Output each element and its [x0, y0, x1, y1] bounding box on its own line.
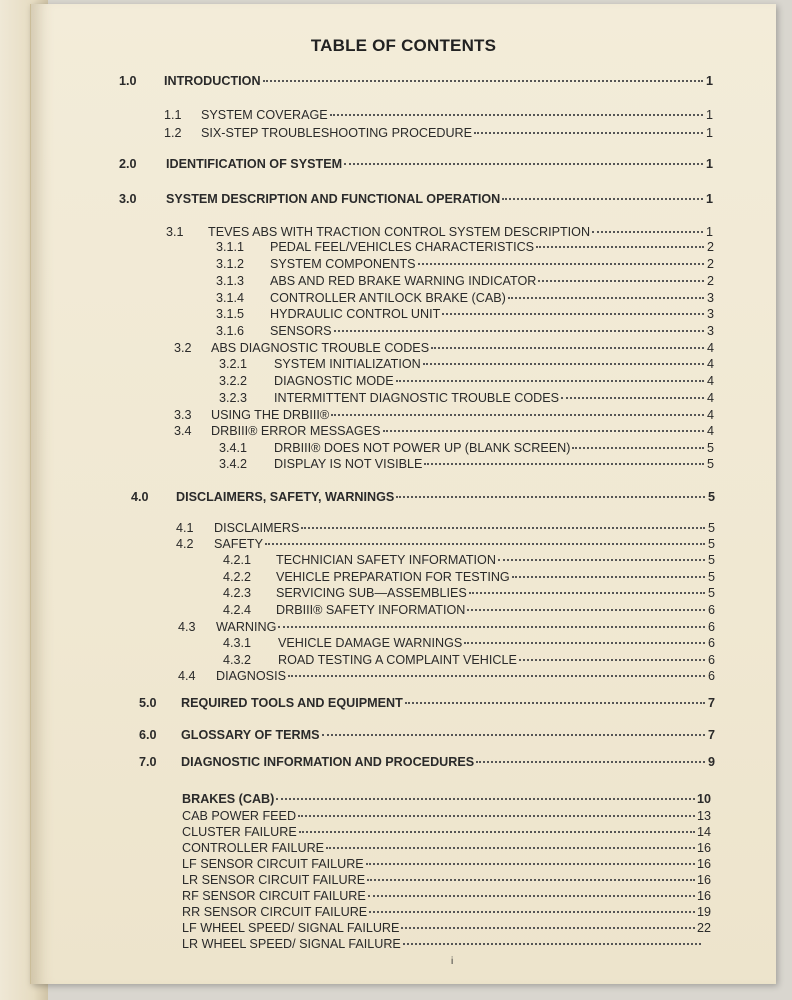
toc-entry-title: LF WHEEL SPEED/ SIGNAL FAILURE: [182, 921, 400, 935]
toc-entry-page: 5: [707, 537, 715, 551]
toc-entry-number: 4.3.2: [223, 653, 252, 667]
toc-entry-number: 3.2.1: [219, 357, 248, 371]
toc-leader-dots: [298, 814, 695, 817]
toc-entry-number: 4.4: [178, 669, 196, 683]
toc-entry: [182, 905, 711, 919]
toc-entry: [223, 603, 715, 617]
toc-entry: [219, 391, 714, 405]
toc-leader-dots: [476, 760, 705, 763]
toc-entry: [216, 324, 714, 338]
toc-entry-page: 7: [707, 696, 715, 710]
toc-entry-page: 5: [707, 553, 715, 567]
toc-entry-number: 4.2.2: [223, 570, 252, 584]
toc-entry-page: 1: [705, 126, 713, 140]
toc-entry: [119, 192, 713, 206]
toc-leader-dots: [467, 608, 705, 611]
toc-leader-dots: [561, 396, 704, 399]
toc-leader-dots: [334, 329, 704, 332]
toc-leader-dots: [423, 362, 704, 365]
toc-leader-dots: [330, 113, 703, 116]
toc-entry-page: 3: [706, 291, 714, 305]
toc-entry-title: REQUIRED TOOLS AND EQUIPMENT: [181, 696, 403, 710]
toc-entry-number: 3.1.2: [216, 257, 245, 271]
toc-entry-title: CAB POWER FEED: [182, 809, 297, 823]
toc-entry-title: RR SENSOR CIRCUIT FAILURE: [182, 905, 368, 919]
toc-entry-number: 3.1.6: [216, 324, 245, 338]
toc-leader-dots: [322, 733, 705, 736]
toc-entry-title: LR SENSOR CIRCUIT FAILURE: [182, 873, 366, 887]
toc-entry-number: 3.1.5: [216, 307, 245, 321]
toc-leader-dots: [536, 245, 704, 248]
toc-leader-dots: [592, 230, 703, 233]
toc-entry-title: DIAGNOSTIC INFORMATION AND PROCEDURES: [181, 755, 475, 769]
toc-entry-page: 4: [706, 408, 714, 422]
toc-entry-title: DRBIII® SAFETY INFORMATION: [276, 603, 466, 617]
toc-leader-dots: [368, 894, 695, 897]
toc-entry: [139, 755, 715, 769]
toc-leader-dots: [572, 446, 704, 449]
toc-entry: [219, 441, 714, 455]
toc-entry-number: 4.2.4: [223, 603, 252, 617]
toc-entry-number: 3.2: [174, 341, 192, 355]
toc-entry-number: 1.2: [164, 126, 182, 140]
toc-entry-number: 3.3: [174, 408, 192, 422]
toc-entry-page: 1: [705, 157, 713, 171]
footer-page-number: i: [451, 956, 454, 967]
toc-entry-page: 4: [706, 341, 714, 355]
toc-entry-title: SYSTEM COMPONENTS: [270, 257, 416, 271]
toc-entry-page: 4: [706, 357, 714, 371]
toc-entry-number: 3.1.4: [216, 291, 245, 305]
toc-entry-title: DISCLAIMERS: [214, 521, 300, 535]
toc-entry-page: 1: [705, 225, 713, 239]
toc-entry: [131, 490, 715, 504]
toc-entry: [164, 126, 713, 140]
toc-leader-dots: [502, 197, 703, 200]
toc-entry-number: 3.2.2: [219, 374, 248, 388]
toc-leader-dots: [424, 462, 704, 465]
toc-entry-page: 2: [706, 274, 714, 288]
toc-entry-title: CONTROLLER FAILURE: [182, 841, 325, 855]
toc-entry-page: 6: [707, 653, 715, 667]
toc-entry: [182, 841, 711, 855]
toc-entry-title: WARNING: [216, 620, 277, 634]
toc-entry: [223, 553, 715, 567]
toc-entry-title: INTRODUCTION: [164, 74, 261, 88]
toc-entry-title: ROAD TESTING A COMPLAINT VEHICLE: [278, 653, 517, 667]
toc-entry-page: 5: [706, 441, 714, 455]
toc-entry-number: 1.0: [119, 74, 137, 88]
toc-entry-page: 5: [707, 521, 715, 535]
toc-entry-title: INTERMITTENT DIAGNOSTIC TROUBLE CODES: [274, 391, 560, 405]
toc-entry-page: 2: [706, 257, 714, 271]
toc-leader-dots: [263, 79, 703, 82]
toc-entry-number: 4.3.1: [223, 636, 252, 650]
toc-entry-number: 3.1.1: [216, 240, 245, 254]
toc-entry: [216, 307, 714, 321]
toc-entry-title: ABS DIAGNOSTIC TROUBLE CODES: [211, 341, 430, 355]
toc-entry-page: 6: [707, 669, 715, 683]
toc-entry-page: 6: [707, 620, 715, 634]
toc-entry-number: 4.0: [131, 490, 149, 504]
toc-entry-title: ABS AND RED BRAKE WARNING INDICATOR: [270, 274, 537, 288]
toc-leader-dots: [396, 379, 704, 382]
toc-entry-page: 5: [707, 490, 715, 504]
toc-entry-title: DRBIII® DOES NOT POWER UP (BLANK SCREEN): [274, 441, 571, 455]
toc-entry-title: DISPLAY IS NOT VISIBLE: [274, 457, 423, 471]
toc-entry-title: SIX-STEP TROUBLESHOOTING PROCEDURE: [201, 126, 473, 140]
toc-leader-dots: [403, 942, 701, 945]
toc-entry: [176, 521, 715, 535]
toc-entry-number: 5.0: [139, 696, 157, 710]
toc-leader-dots: [401, 926, 695, 929]
toc-entry-title: CONTROLLER ANTILOCK BRAKE (CAB): [270, 291, 506, 305]
toc-entry-page: 16: [696, 841, 711, 855]
toc-entry-title: DIAGNOSTIC MODE: [274, 374, 394, 388]
toc-entry-title: SYSTEM DESCRIPTION AND FUNCTIONAL OPERATION: [166, 192, 501, 206]
toc-leader-dots: [331, 413, 704, 416]
toc-leader-dots: [519, 658, 705, 661]
toc-entry: [219, 457, 714, 471]
toc-leader-dots: [369, 910, 695, 913]
toc-leader-dots: [464, 641, 705, 644]
toc-entry: [174, 424, 714, 438]
toc-leader-dots: [344, 162, 703, 165]
toc-entry-number: 3.4.1: [219, 441, 248, 455]
toc-entry-page: 13: [696, 809, 711, 823]
toc-entry: [216, 257, 714, 271]
toc-entry-title: SYSTEM COVERAGE: [201, 108, 328, 122]
toc-entry-page: 2: [706, 240, 714, 254]
toc-entry: [178, 669, 715, 683]
toc-leader-dots: [512, 575, 705, 578]
toc-entry-title: VEHICLE DAMAGE WARNINGS: [278, 636, 463, 650]
toc-entry: [182, 857, 711, 871]
toc-entry: [139, 728, 715, 742]
toc-entry: [178, 620, 715, 634]
toc-entry: [216, 291, 714, 305]
toc-entry: [174, 408, 714, 422]
page-title: TABLE OF CONTENTS: [310, 36, 497, 55]
toc-entry: [182, 825, 711, 839]
toc-leader-dots: [265, 542, 705, 545]
toc-entry-title: VEHICLE PREPARATION FOR TESTING: [276, 570, 510, 584]
toc-entry-title: DISCLAIMERS, SAFETY, WARNINGS: [176, 490, 395, 504]
toc-leader-dots: [278, 625, 705, 628]
toc-entry: [166, 225, 713, 239]
toc-entry-title: PEDAL FEEL/VEHICLES CHARACTERISTICS: [270, 240, 535, 254]
toc-entry-page: 6: [707, 603, 715, 617]
toc-entry-title: RF SENSOR CIRCUIT FAILURE: [182, 889, 366, 903]
toc-entry: [174, 341, 714, 355]
toc-entry-number: 3.1: [166, 225, 184, 239]
toc-entry-title: HYDRAULIC CONTROL UNIT: [270, 307, 441, 321]
toc-leader-dots: [498, 558, 705, 561]
toc-leader-dots: [301, 526, 705, 529]
toc-entry-number: 4.2.1: [223, 553, 252, 567]
toc-entry-number: 4.3: [178, 620, 196, 634]
toc-entry-page: 7: [707, 728, 715, 742]
toc-leader-dots: [366, 862, 695, 865]
toc-leader-dots: [418, 262, 704, 265]
toc-entry-page: 1: [705, 108, 713, 122]
toc-leader-dots: [474, 131, 703, 134]
toc-entry-title: BRAKES (CAB): [182, 792, 275, 806]
toc-entry-page: 10: [696, 792, 711, 806]
toc-leader-dots: [276, 797, 695, 800]
toc-entry-title: DIAGNOSIS: [216, 669, 286, 683]
toc-entry-number: 4.2: [176, 537, 194, 551]
toc-leader-dots: [299, 830, 695, 833]
toc-entry-number: 4.2.3: [223, 586, 252, 600]
toc-entry-title: USING THE DRBIII®: [211, 408, 330, 422]
toc-entry: [182, 889, 711, 903]
toc-leader-dots: [469, 591, 705, 594]
toc-entry: [164, 108, 713, 122]
toc-entry-title: LF SENSOR CIRCUIT FAILURE: [182, 857, 364, 871]
toc-entry: [223, 636, 715, 650]
toc-entry-number: 2.0: [119, 157, 137, 171]
toc-entry-page: 14: [696, 825, 711, 839]
toc-entry-page: 16: [696, 873, 711, 887]
toc-entry-page: 4: [706, 374, 714, 388]
toc-entry: [223, 653, 715, 667]
toc-entry-page: 9: [707, 755, 715, 769]
toc-entry-title: CLUSTER FAILURE: [182, 825, 297, 839]
toc-leader-dots: [396, 495, 705, 498]
toc-entry-number: 3.0: [119, 192, 137, 206]
toc-entry: [119, 157, 713, 171]
toc-entry: [219, 374, 714, 388]
toc-entry-number: 6.0: [139, 728, 157, 742]
toc-entry-title: SYSTEM INITIALIZATION: [274, 357, 421, 371]
toc-entry-number: 7.0: [139, 755, 157, 769]
toc-entry-page: 5: [707, 586, 715, 600]
toc-leader-dots: [508, 296, 704, 299]
toc-entry-number: 4.1: [176, 521, 194, 535]
toc-entry-title: GLOSSARY OF TERMS: [181, 728, 320, 742]
document-page: [30, 4, 776, 984]
toc-entry-page: 6: [707, 636, 715, 650]
toc-entry: [216, 274, 714, 288]
toc-entry-page: 1: [705, 192, 713, 206]
toc-entry-page: 16: [696, 857, 711, 871]
toc-entry-title: TECHNICIAN SAFETY INFORMATION: [276, 553, 496, 567]
toc-entry: [119, 74, 713, 88]
toc-entry: [182, 921, 711, 935]
toc-entry-number: 3.4.2: [219, 457, 248, 471]
toc-entry-title: SAFETY: [214, 537, 263, 551]
toc-entry: [139, 696, 715, 710]
toc-entry: [182, 937, 711, 951]
toc-entry-page: 4: [706, 391, 714, 405]
toc-entry-title: SERVICING SUB—ASSEMBLIES: [276, 586, 467, 600]
toc-leader-dots: [367, 878, 695, 881]
toc-entry-title: SENSORS: [270, 324, 332, 338]
toc-entry-page: 5: [706, 457, 714, 471]
toc-entry-number: 3.2.3: [219, 391, 248, 405]
toc-entry-page: 1: [705, 74, 713, 88]
toc-entry: [182, 792, 711, 806]
toc-entry-page: 3: [706, 307, 714, 321]
toc-entry-title: LR WHEEL SPEED/ SIGNAL FAILURE: [182, 937, 401, 951]
toc-leader-dots: [405, 701, 705, 704]
toc-entry-page: 4: [706, 424, 714, 438]
toc-entry-page: 5: [707, 570, 715, 584]
toc-entry-page: 3: [706, 324, 714, 338]
toc-entry-number: 3.4: [174, 424, 192, 438]
toc-leader-dots: [288, 674, 705, 677]
toc-leader-dots: [538, 279, 704, 282]
toc-leader-dots: [326, 846, 695, 849]
toc-leader-dots: [442, 312, 704, 315]
toc-entry: [223, 570, 715, 584]
toc-entry-page: 22: [696, 921, 711, 935]
toc-entry-title: TEVES ABS WITH TRACTION CONTROL SYSTEM DESCRIPTION: [208, 225, 591, 239]
toc-leader-dots: [431, 346, 704, 349]
toc-entry-title: DRBIII® ERROR MESSAGES: [211, 424, 381, 438]
toc-entry-page: 16: [696, 889, 711, 903]
toc-entry: [223, 586, 715, 600]
toc-entry: [176, 537, 715, 551]
toc-entry: [216, 240, 714, 254]
toc-entry: [182, 809, 711, 823]
toc-entry-page: 19: [696, 905, 711, 919]
toc-entry: [219, 357, 714, 371]
toc-entry: [182, 873, 711, 887]
toc-entry-number: 1.1: [164, 108, 182, 122]
toc-leader-dots: [383, 429, 704, 432]
toc-entry-title: IDENTIFICATION OF SYSTEM: [166, 157, 343, 171]
toc-entry-number: 3.1.3: [216, 274, 245, 288]
